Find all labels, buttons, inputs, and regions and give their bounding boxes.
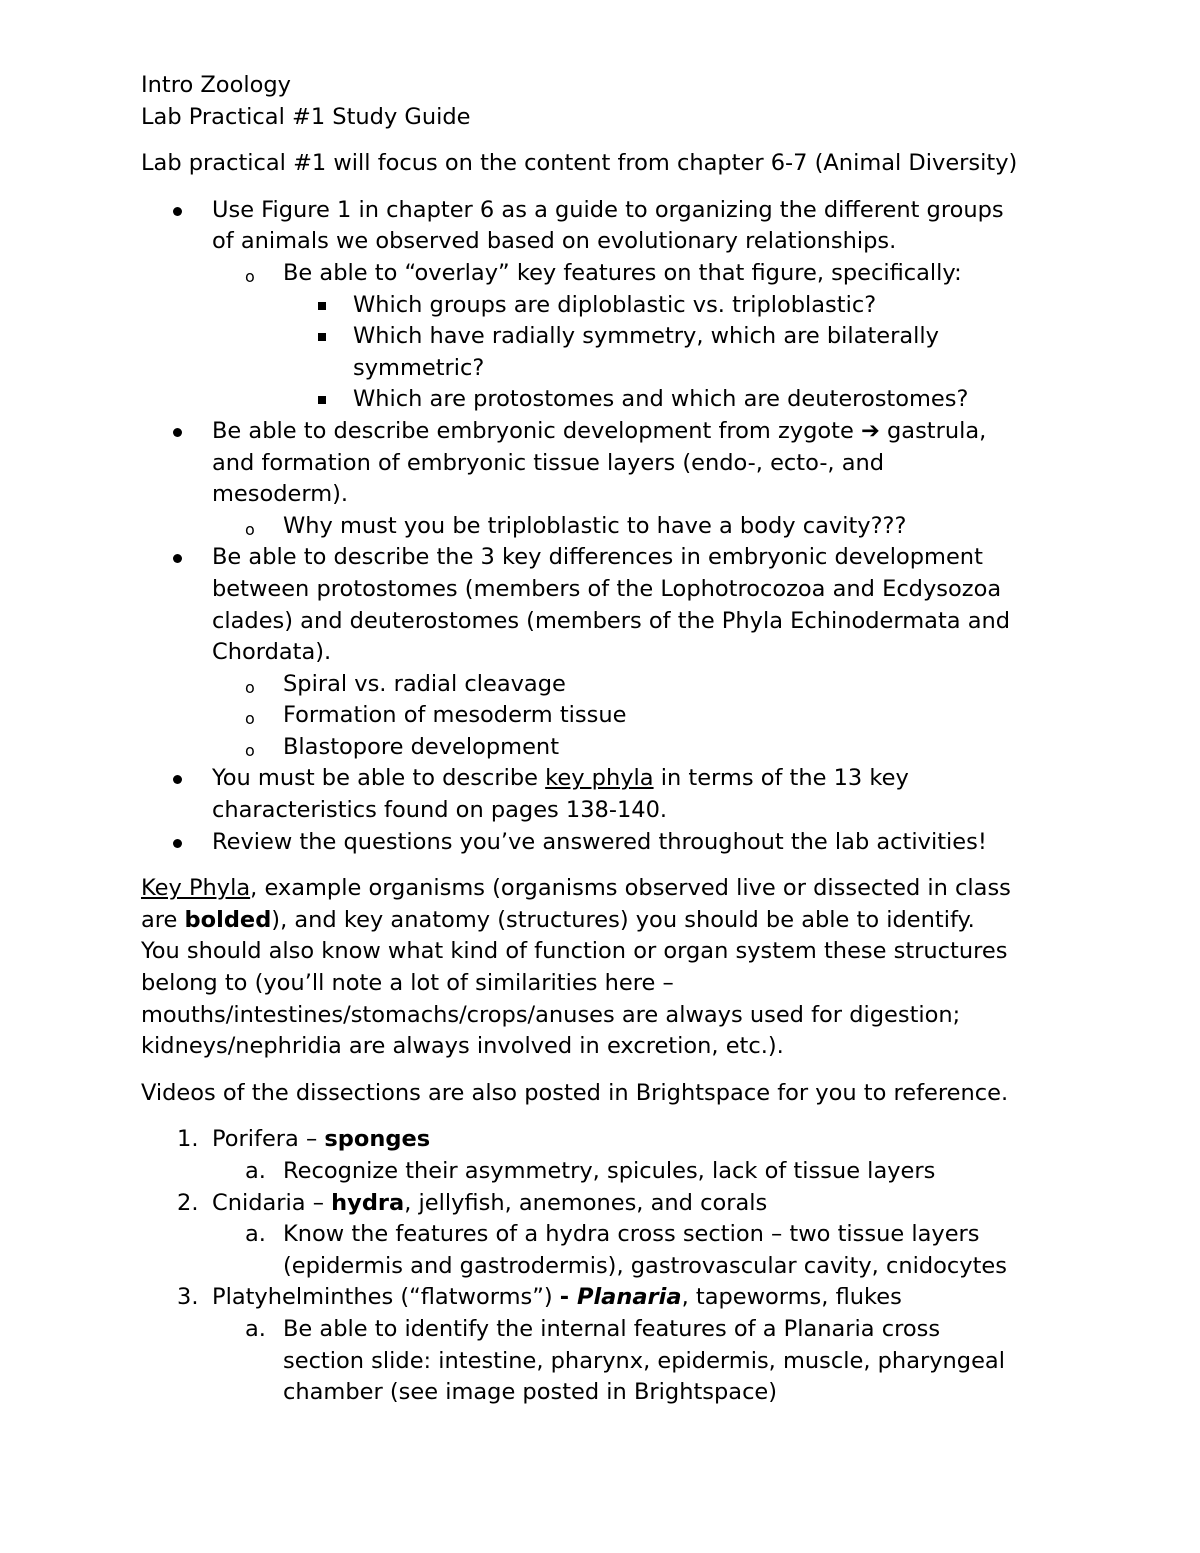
square-bullet-item: Which are protostomes and which are deuterostomes?	[141, 384, 1071, 416]
bullet-dot-icon	[173, 775, 182, 784]
square-bullet-icon	[318, 396, 326, 404]
sub-bullet-item: o Blastopore development	[245, 733, 560, 760]
key-phyla-paragraph: Key Phyla, example organisms (organisms observed live or dissected in class are bolded), and key anatomy (structures) you should be able to identify. You should also know what kind of function or organ system these structures belong to (you’ll note a lot of similarities here – mouths/intestines/stomachs/crops/anuses are always used for digestion; kidneys/nephridia are always involved in excretion, etc.).	[141, 875, 1011, 1060]
sub-bullet-item: o Why must you be triploblastic to have a body cavity???	[245, 512, 907, 539]
bullet-item: Use Figure 1 in chapter 6 as a guide to organizing the different groups of animals we observed based on evolutionary relationships.	[141, 195, 1071, 258]
square-bullet-item: Which groups are diploblastic vs. triploblastic?	[141, 290, 1071, 322]
square-bullet-item: Which have radially symmetry, which are bilaterally symmetric?	[141, 321, 1071, 384]
bullet-dot-icon	[173, 839, 182, 848]
bullet-dot-icon	[173, 428, 182, 437]
arrow-right-icon: ➔	[860, 417, 880, 444]
phylum-subitem: a. Recognize their asymmetry, spicules, lack of tissue layers	[245, 1158, 936, 1184]
bullet-item: Be able to describe the 3 key differences in embryonic development between protostomes (members of the Lophotrocozoa and Ecdysozoa clades) and deuterostomes (members of the Phyla Echinodermata and Chordata).	[141, 542, 1071, 668]
videos-note: Videos of the dissections are also posted in Brightspace for you to reference.	[141, 1079, 1009, 1106]
guide-title: Lab Practical #1 Study Guide	[141, 103, 471, 130]
phylum-subitem: a. Know the features of a hydra cross section – two tissue layers (epidermis and gastrodermis), gastrovascular cavity, cnidocytes	[245, 1221, 1007, 1279]
phylum-item: 1. Porifera – sponges	[177, 1126, 431, 1153]
bullet-item: Be able to describe embryonic development from zygote ➔ gastrula, and formation of embryonic tissue layers (endo-, ecto-, and mesoderm).	[141, 416, 1071, 511]
course-title: Intro Zoology	[141, 72, 291, 98]
hollow-circle-icon: o	[245, 266, 255, 286]
bullet-item: Review the questions you’ve answered throughout the lab activities!	[141, 827, 1071, 859]
hollow-circle-icon: o	[245, 740, 255, 760]
intro-text: Lab practical #1 will focus on the content from chapter 6-7 (Animal Diversity)	[141, 150, 1018, 177]
hollow-circle-icon: o	[245, 677, 255, 697]
underlined-key-phyla: key phyla	[545, 765, 654, 792]
phylum-item: 2. Cnidaria – hydra, jellyfish, anemones, and corals	[177, 1189, 768, 1216]
sub-bullet-item: o Be able to “overlay” key features on that figure, specifically:	[245, 259, 962, 286]
sub-bullet-item: o Formation of mesoderm tissue	[245, 702, 627, 729]
hollow-circle-icon: o	[245, 709, 255, 729]
document-body	[141, 70, 1071, 1409]
key-phyla-heading: Key Phyla	[141, 875, 251, 902]
bullet-item: You must be able to describe key phyla in terms of the 13 key characteristics found on pages 138-140.	[141, 763, 1071, 826]
sub-bullet-item: o Spiral vs. radial cleavage	[245, 670, 566, 697]
bullet-dot-icon	[173, 554, 182, 563]
square-bullet-icon	[318, 333, 326, 341]
hollow-circle-icon: o	[245, 519, 255, 539]
bolded-word: bolded	[184, 906, 272, 933]
phylum-item: 3. Platyhelminthes (“flatworms”) - Planaria, tapeworms, flukes	[177, 1284, 902, 1311]
square-bullet-icon	[318, 302, 326, 310]
phylum-subitem: a. Be able to identify the internal features of a Planaria cross section slide: intestine, pharynx, epidermis, muscle, pharyngeal chamber (see image posted in Brightspace)	[245, 1315, 1005, 1406]
bullet-dot-icon	[173, 207, 182, 216]
